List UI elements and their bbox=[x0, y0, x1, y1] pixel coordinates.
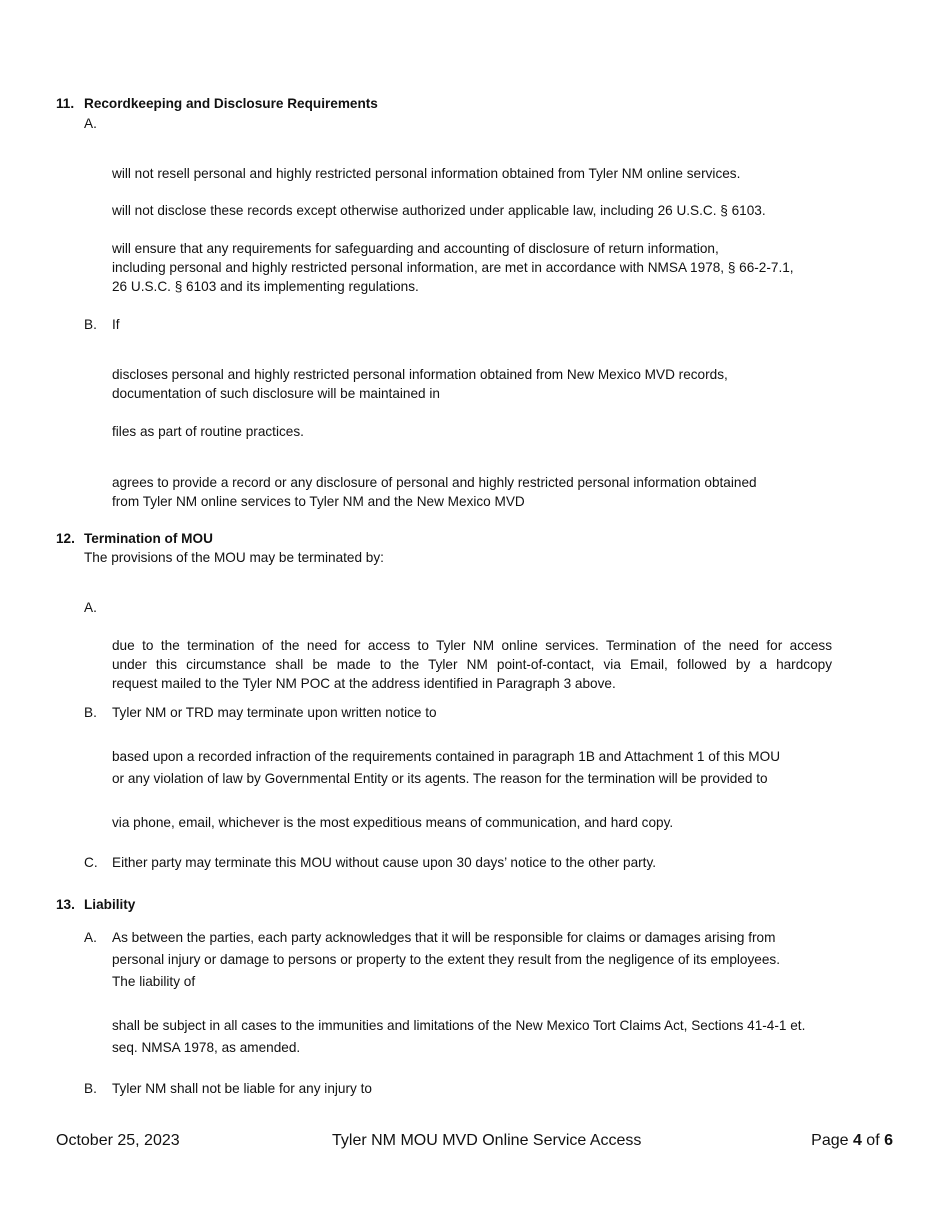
section-12-a-label: A. bbox=[84, 600, 97, 615]
section-13-a-line-1: As between the parties, each party acknowledges that it will be responsible for claims or damages arising from bbox=[112, 930, 776, 945]
section-12-b-line-3: via phone, email, whichever is the most expeditious means of communication, and hard copy. bbox=[112, 815, 674, 830]
section-11-a-item-1: will not resell personal and highly restricted personal information obtained from Tyler NM online services. bbox=[112, 166, 741, 181]
section-11-b-label: B. bbox=[84, 317, 97, 332]
section-11-b-para-1-line-1: discloses personal and highly restricted personal information obtained from New Mexico MVD records, bbox=[112, 367, 728, 382]
section-11-heading: Recordkeeping and Disclosure Requirements bbox=[84, 96, 378, 111]
section-12-a-line-3: request mailed to the Tyler NM POC at the address identified in Paragraph 3 above. bbox=[112, 676, 616, 691]
footer-page-number bbox=[811, 1131, 893, 1151]
section-12-heading: Termination of MOU bbox=[84, 531, 213, 546]
section-11-b-intro: If bbox=[112, 317, 120, 332]
footer-page-of: of bbox=[861, 1132, 885, 1149]
section-11-a-item-2: will not disclose these records except otherwise authorized under applicable law, including 26 U.S.C. § 6103. bbox=[112, 203, 766, 218]
section-13-a-line-3: The liability of bbox=[112, 974, 196, 989]
section-12-a-line-1: due to the termination of the need for access to Tyler NM online services. Termination of the need for access bbox=[112, 638, 832, 653]
section-12-b-intro: Tyler NM or TRD may terminate upon written notice to bbox=[112, 705, 437, 720]
section-13-heading: Liability bbox=[84, 897, 136, 912]
section-12-a-line-2: under this circumstance shall be made to the Tyler NM point-of-contact, via Email, followed by a hardcopy bbox=[112, 657, 832, 672]
footer-page-prefix: Page bbox=[811, 1132, 853, 1149]
section-11-number: 11. bbox=[56, 96, 75, 111]
section-11-b-para-3-line-1: agrees to provide a record or any disclosure of personal and highly restricted personal information obtained bbox=[112, 475, 757, 490]
section-11-b-para-3-line-2: from Tyler NM online services to Tyler NM and the New Mexico MVD bbox=[112, 494, 525, 509]
footer-date: October 25, 2023 bbox=[56, 1132, 180, 1149]
footer-page-current: 4 bbox=[852, 1132, 862, 1149]
section-11-b-para-1-line-2: documentation of such disclosure will be maintained in bbox=[112, 386, 440, 401]
footer-title: Tyler NM MOU MVD Online Service Access bbox=[332, 1132, 642, 1149]
section-13-number: 13. bbox=[56, 897, 75, 912]
section-11-a-item-3-line-2: including personal and highly restricted personal information, are met in accordance with NMSA 1978, § 66-2-7.1, bbox=[112, 260, 794, 275]
section-13-b-label: B. bbox=[84, 1081, 97, 1096]
section-12-c-label: C. bbox=[84, 855, 98, 870]
section-13-a-line-2: personal injury or damage to persons or property to the extent they result from the negligence of its employees. bbox=[112, 952, 780, 967]
section-13-a-label: A. bbox=[84, 930, 97, 945]
section-12-number: 12. bbox=[56, 531, 75, 546]
section-11-a-item-3-line-1: will ensure that any requirements for safeguarding and accounting of disclosure of return information, bbox=[112, 241, 719, 256]
section-12-b-label: B. bbox=[84, 705, 97, 720]
section-11-a-item-3-line-3: 26 U.S.C. § 6103 and its implementing regulations. bbox=[112, 279, 419, 294]
section-12-intro: The provisions of the MOU may be terminated by: bbox=[84, 550, 384, 565]
section-12-c-text: Either party may terminate this MOU without cause upon 30 days’ notice to the other party. bbox=[112, 855, 657, 870]
section-12-b-line-2: or any violation of law by Governmental Entity or its agents. The reason for the termination will be provided to bbox=[112, 771, 768, 786]
section-11-a-label: A. bbox=[84, 116, 97, 131]
section-12-b-line-1: based upon a recorded infraction of the requirements contained in paragraph 1B and Attachment 1 of this MOU bbox=[112, 749, 781, 764]
section-13-a-line-5: seq. NMSA 1978, as amended. bbox=[112, 1040, 301, 1055]
section-13-a-line-4: shall be subject in all cases to the immunities and limitations of the New Mexico Tort Claims Act, Sections 41-4-1 et. bbox=[112, 1018, 806, 1033]
section-11-b-para-2: files as part of routine practices. bbox=[112, 424, 304, 439]
section-13-b-text: Tyler NM shall not be liable for any injury to bbox=[112, 1081, 372, 1096]
footer-page-total: 6 bbox=[884, 1132, 893, 1149]
